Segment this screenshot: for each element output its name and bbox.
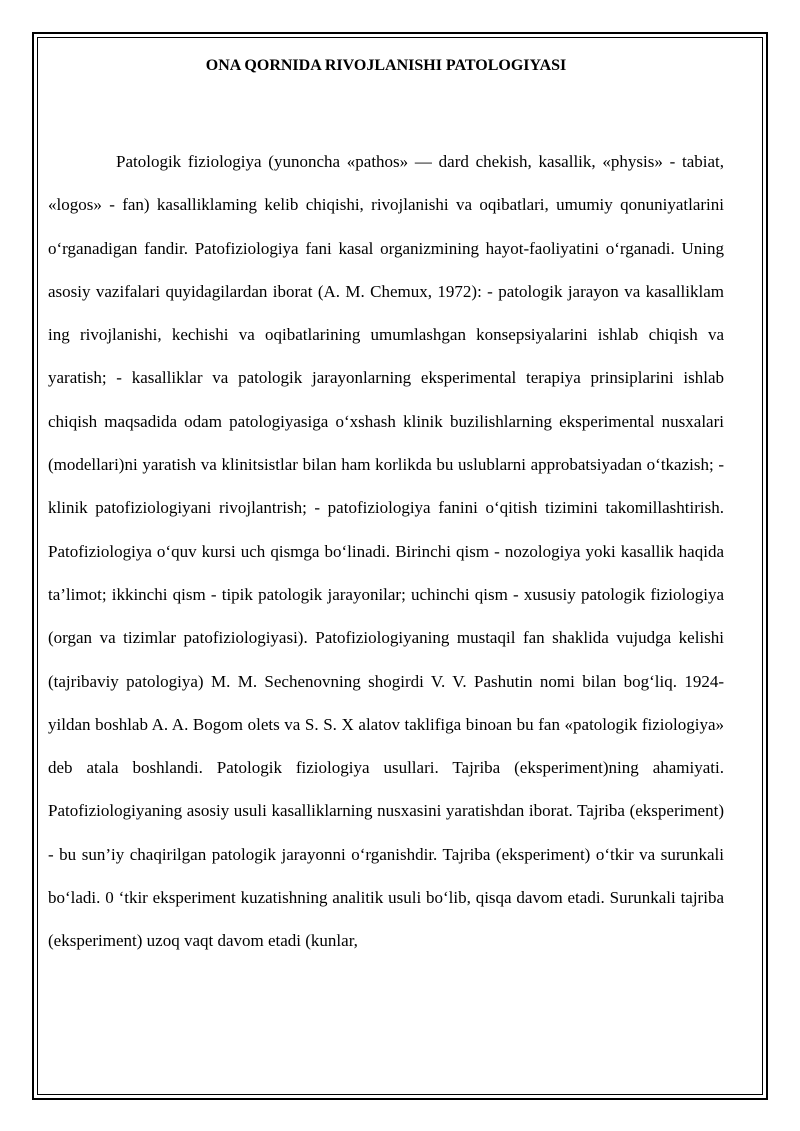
body-paragraph: Patologik fiziologiya (yunoncha «pathos» — dard chekish, kasallik, «physis» - tabiat, «logos» - fan) kasalliklaming kelib chiqishi, rivojlanishi va oqibatlari, umumiy qonuniyatlarini o‘rganadigan fandir. Patofiziologiya fani kasal organizmining hayot-faoliyatini o‘rganadi. Uning asosiy vazifalari quyidagilardan iborat (A. M. Chemux, 1972): - patologik jarayon va kasalliklam ing rivojlanishi, kechishi va oqibatlarining umumlashgan konsepsiyalarini ishlab chiqish va yaratish; - kasalliklar va patologik jarayonlarning eksperimental terapiya prinsiplarini ishlab chiqish maqsadida odam patologiyasiga o‘xshash klinik buzilishlarning eksperimental nusxalari (modellari)ni yaratish va klinitsistlar bilan ham korlikda bu uslublarni approbatsiyadan o‘tkazish; - klinik patofiziologiyani rivojlantrish; - patofiziologiya fanini o‘qitish tizimini takomillashtirish. Patofiziologiya o‘quv kursi uch qismga bo‘linadi. Birinchi qism - nozologiya yoki kasallik haqida ta’limot; ikkinchi qism - tipik patologik jarayonilar; uchinchi qism - xususiy patologik fiziologiya (organ va tizimlar patofiziologiyasi). Patofiziologiyaning mustaqil fan shaklida vujudga kelishi (tajribaviy patologiya) M. M. Sechenovning shogirdi V. V. Pashutin nomi bilan bog‘liq. 1924-yildan boshlab A. A. Bogom olets va S. S. X alatov taklifiga binoan bu fan «patologik fiziologiya» deb atala boshlandi. Patologik fiziologiya usullari. Tajriba (eksperiment)ning ahamiyati. Patofiziologiyaning asosiy usuli kasalliklarning nusxasini yaratishdan iborat. Tajriba (eksperiment) - bu sun’iy chaqirilgan patologik jarayonni o‘rganishdir. Tajriba (eksperiment) o‘tkir va surunkali bo‘ladi. 0 ‘tkir eksperiment kuzatishning analitik usuli bo‘lib, qisqa davom etadi. Surunkali tajriba (eksperiment) uzoq vaqt davom etadi (kunlar, xyxy=(48,152,724,951)
document-title: ONA QORNIDA RIVOJLANISHI PATOLOGIYASI xyxy=(205,57,567,74)
